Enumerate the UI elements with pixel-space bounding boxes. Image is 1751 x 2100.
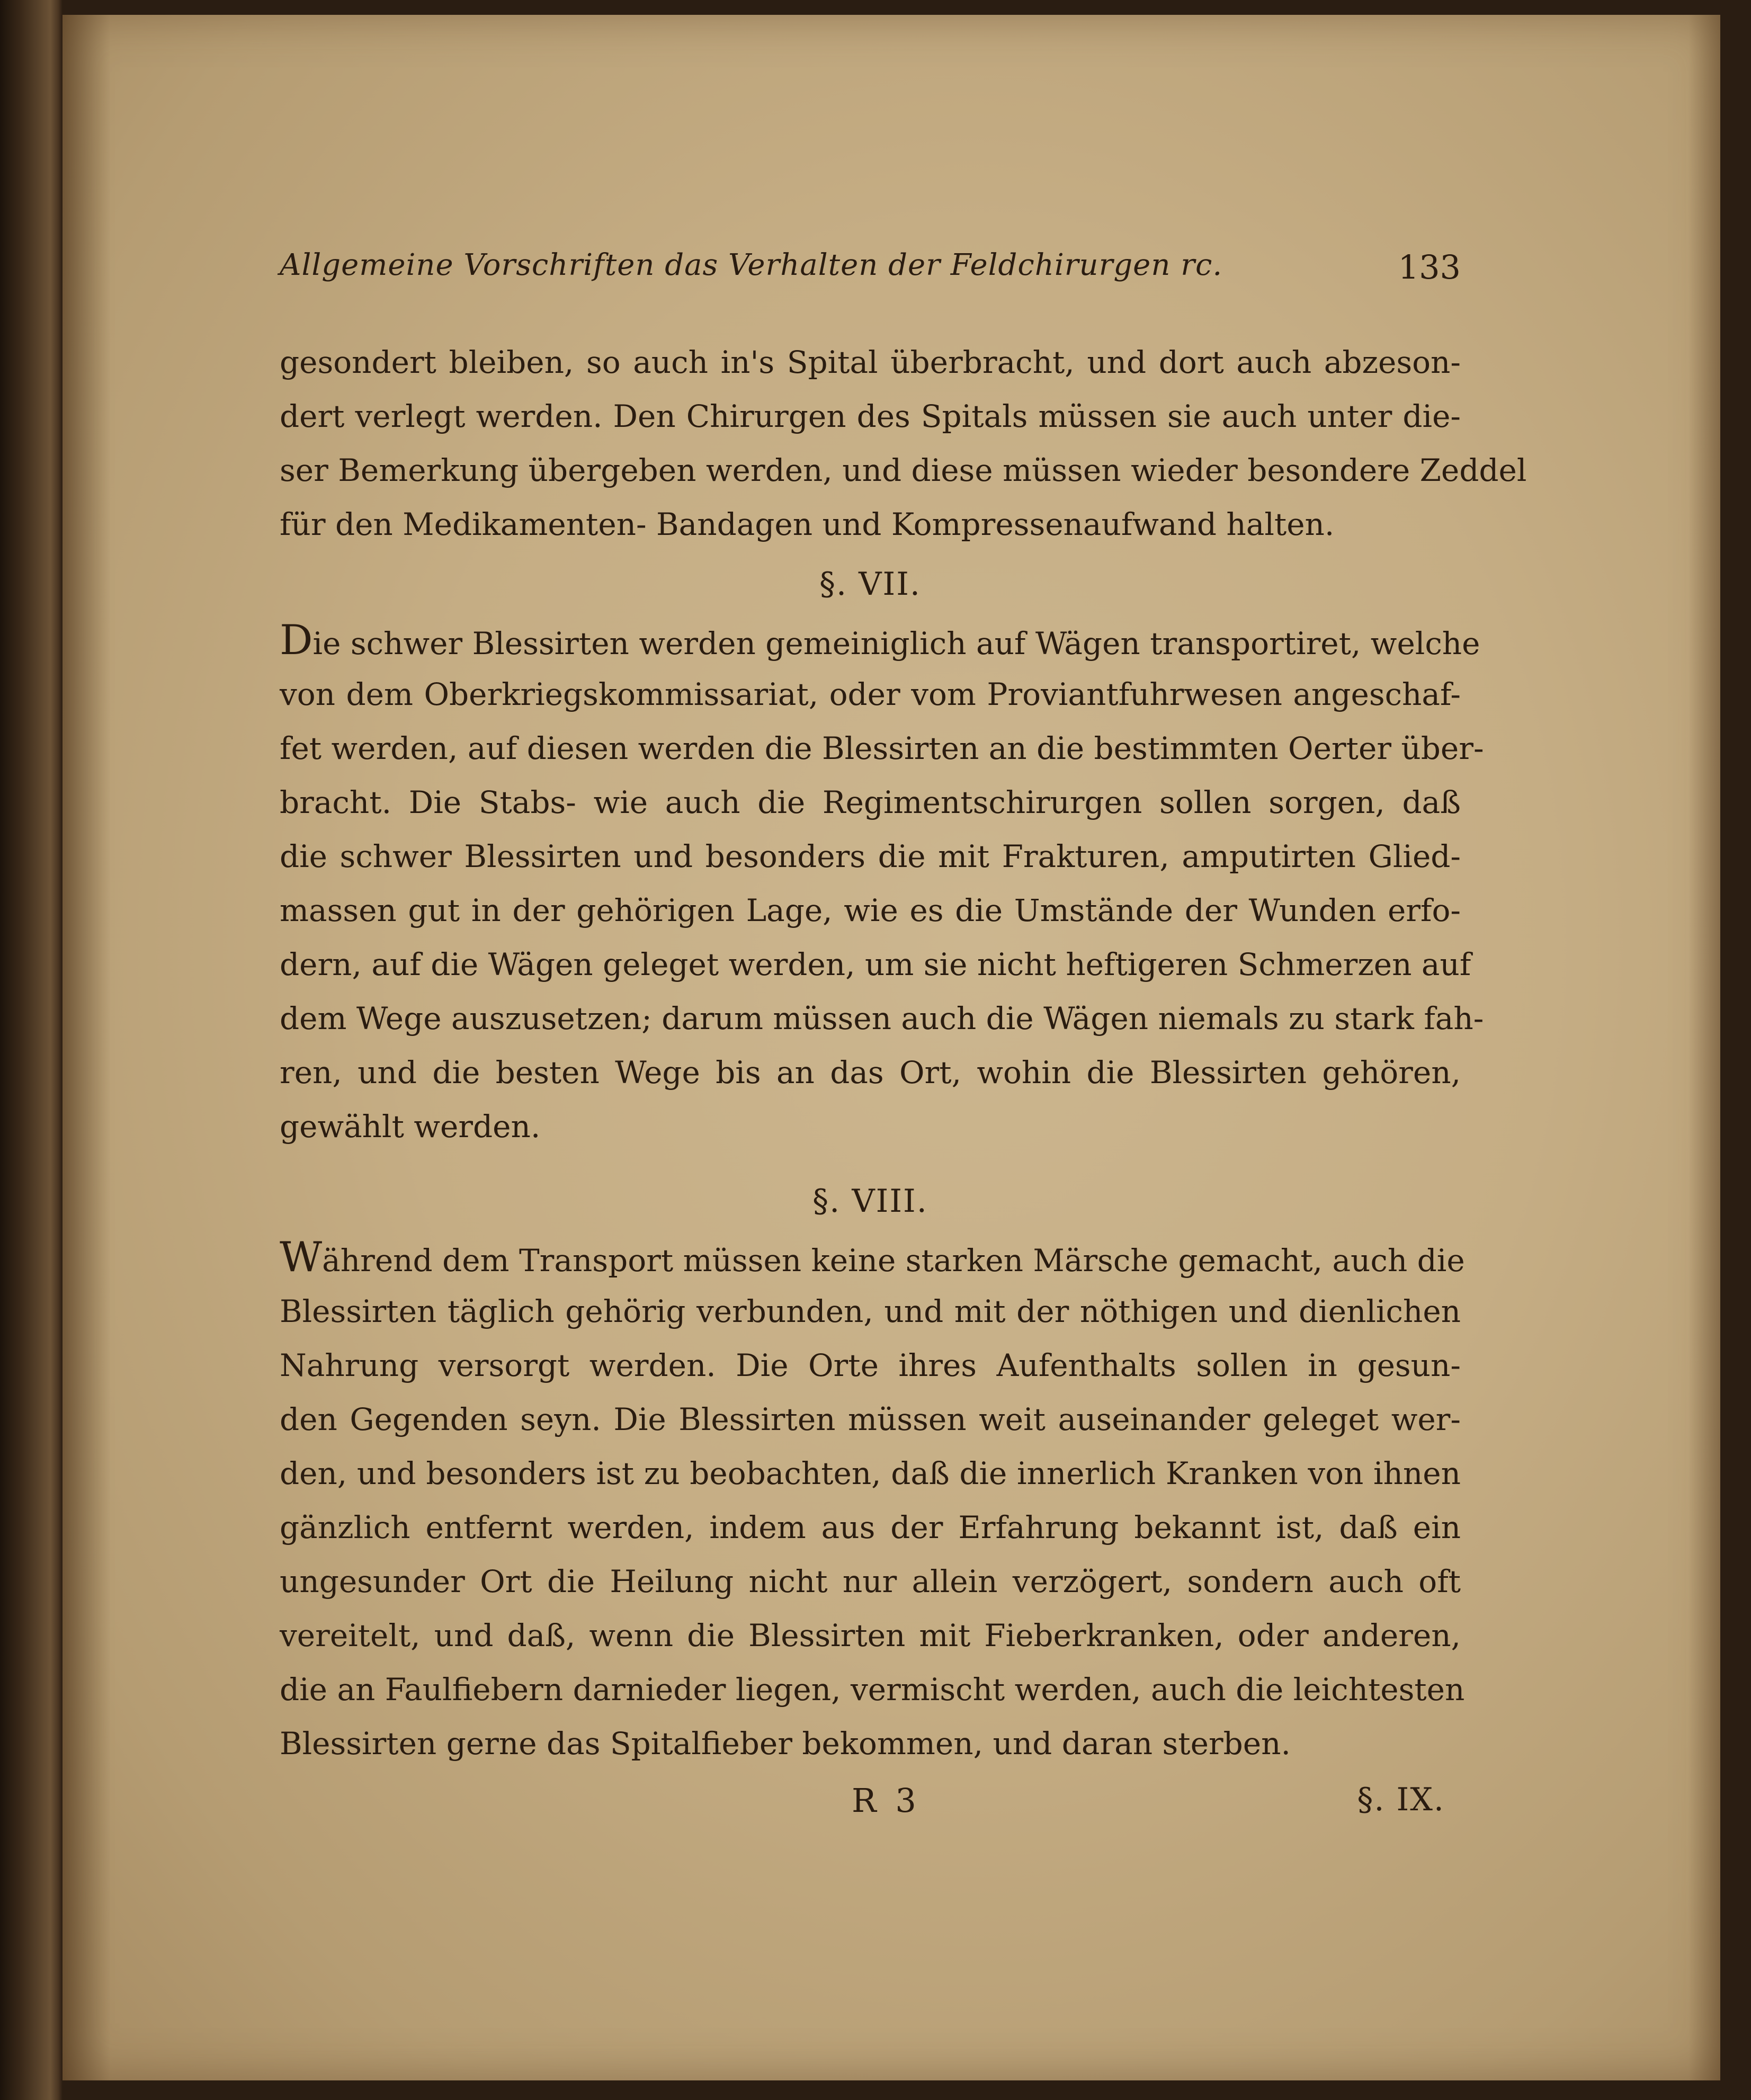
text-line: Blessirten gerne das Spitalfieber bekommen, und daran sterben. — [280, 1726, 1291, 1762]
section-7-heading-block — [280, 555, 1461, 613]
page-footer — [280, 1781, 1461, 1834]
text-line: gewählt werden. — [280, 1109, 541, 1145]
text-line: die schwer Blessirten und besonders die mit Frakturen, amputirten Glied- — [280, 838, 1461, 874]
signature-mark: R 3 — [852, 1781, 921, 1820]
text-line: dert verlegt werden. Den Chirurgen des Spitals müssen sie auch unter die- — [280, 398, 1461, 434]
text-line: Die schwer Blessirten werden gemeiniglich auf Wägen transportiret, welche — [280, 616, 1480, 664]
text-line: ungesunder Ort die Heilung nicht nur allein verzögert, sondern auch oft — [280, 1563, 1461, 1599]
book-page — [62, 15, 1720, 2080]
text-line: den, und besonders ist zu beobachten, daß die innerlich Kranken von ihnen — [280, 1455, 1461, 1491]
text-line: Blessirten täglich gehörig verbunden, und mit der nöthigen und dienlichen — [280, 1293, 1461, 1329]
text-line: gänzlich entfernt werden, indem aus der Erfahrung bekannt ist, daß ein — [280, 1509, 1461, 1545]
text-line: gesondert bleiben, so auch in's Spital überbracht, und dort auch abzeson- — [280, 344, 1461, 380]
text-line: fet werden, auf diesen werden die Blessirten an die bestimmten Oerter über- — [280, 730, 1484, 766]
text-line: massen gut in der gehörigen Lage, wie es die Umstände der Wunden erfo- — [280, 892, 1461, 928]
text-line: von dem Oberkriegskommissariat, oder vom Proviantfuhrwesen angeschaf- — [280, 676, 1461, 712]
text-line: Nahrung versorgt werden. Die Orte ihres Aufenthalts sollen in gesun- — [280, 1347, 1461, 1383]
text-line: dern, auf die Wägen geleget werden, um sie nicht heftigeren Schmerzen auf — [280, 946, 1471, 982]
running-head — [280, 248, 1461, 296]
section-heading: §. VIII. — [812, 1183, 928, 1220]
text-line: für den Medikamenten- Bandagen und Kompressenaufwand halten. — [280, 506, 1335, 542]
section-heading: §. VII. — [819, 566, 921, 603]
text-line: die an Faulfiebern darnieder liegen, vermischt werden, auch die leichtesten — [280, 1672, 1465, 1708]
running-head-title: Allgemeine Vorschriften das Verhalten der Feldchirurgen rc. — [280, 248, 1223, 282]
text-line: dem Wege auszusetzen; darum müssen auch die Wägen niemals zu stark fah- — [280, 1000, 1484, 1036]
text-line: vereitelt, und daß, wenn die Blessirten mit Fieberkranken, oder anderen, — [280, 1618, 1461, 1654]
paragraph-continued — [280, 335, 1527, 551]
section-7-paragraph — [280, 613, 1484, 1154]
text-line: Während dem Transport müssen keine starken Märsche gemacht, auch die — [280, 1234, 1465, 1281]
text-line: bracht. Die Stabs- wie auch die Regimentschirurgen sollen sorgen, daß — [280, 784, 1461, 820]
page-number: 133 — [1398, 248, 1461, 287]
catchword: §. IX. — [1357, 1781, 1445, 1818]
text-line: den Gegenden seyn. Die Blessirten müssen weit auseinander geleget wer- — [280, 1401, 1461, 1437]
text-line: ser Bemerkung übergeben werden, und diese müssen wieder besondere Zeddel — [280, 452, 1527, 488]
section-8-heading-block — [280, 1172, 1461, 1230]
text-line: ren, und die besten Wege bis an das Ort, wohin die Blessirten gehören, — [280, 1055, 1461, 1091]
section-8-paragraph — [280, 1230, 1465, 1771]
